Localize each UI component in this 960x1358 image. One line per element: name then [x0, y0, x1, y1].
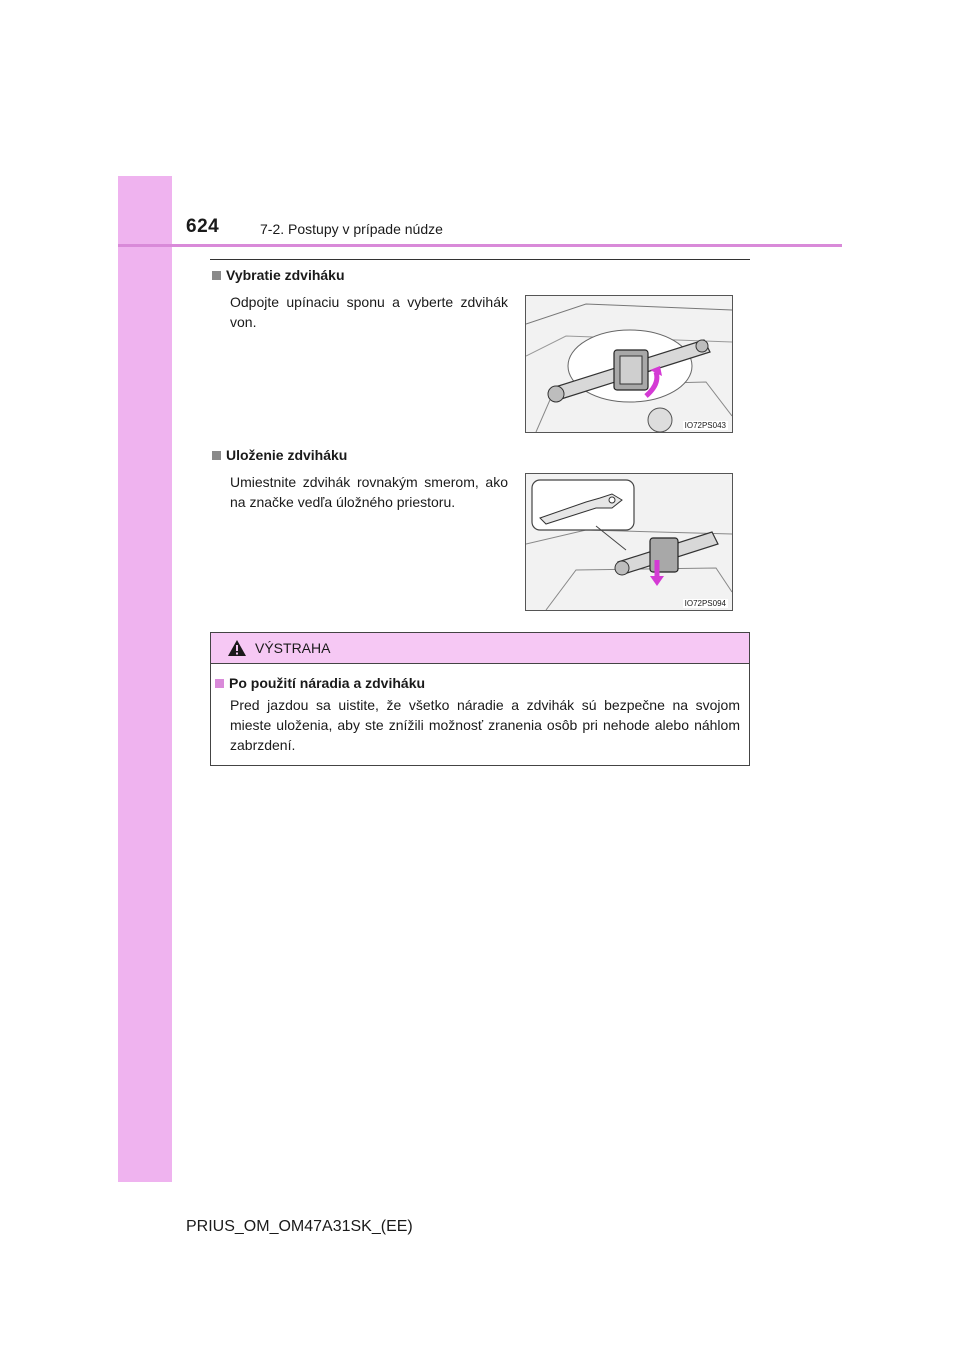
warning-header [211, 633, 749, 664]
warning-subheading-text: Po použití náradia a zdviháku [229, 675, 426, 691]
content-top-rule [210, 259, 750, 260]
figure-code: IO72PS043 [684, 421, 726, 430]
warning-box [210, 632, 750, 766]
warning-subheading [215, 675, 425, 691]
subheading-remove-jack [212, 267, 345, 283]
subheading-text: Vybratie zdviháku [226, 267, 345, 283]
square-bullet-icon [212, 451, 221, 460]
square-bullet-icon [212, 271, 221, 280]
paragraph-remove-jack: Odpojte upínaciu sponu a vyberte zdvihák von. [230, 294, 508, 330]
figure-code: IO72PS094 [684, 599, 726, 608]
jack-storage-illustration [526, 474, 732, 610]
footer-doc-code: PRIUS_OM_OM47A31SK_(EE) [186, 1218, 413, 1235]
figure-store-jack [525, 473, 733, 611]
warning-triangle-icon [227, 639, 247, 657]
paragraph-store-jack: Umiestnite zdvihák rovnakým smerom, ako na značke vedľa úložného priestoru. [230, 474, 508, 510]
square-bullet-icon [215, 679, 224, 688]
subheading-store-jack [212, 447, 347, 463]
side-tab-band [118, 176, 172, 1182]
section-title: 7-2. Postupy v prípade núdze [260, 221, 443, 237]
page-number: 624 [186, 216, 220, 237]
jack-removal-illustration [526, 296, 732, 432]
warning-text: Pred jazdou sa uistite, že všetko náradie a zdvihák sú bezpečne na svojom mieste uloženia, aby ste znížili možnosť zranenia osôb pri nehode alebo náhlom zabrzdení. [230, 697, 740, 753]
figure-remove-jack [525, 295, 733, 433]
subheading-text: Uloženie zdviháku [226, 447, 348, 463]
header-rule [118, 244, 842, 247]
warning-title: VÝSTRAHA [255, 640, 331, 656]
